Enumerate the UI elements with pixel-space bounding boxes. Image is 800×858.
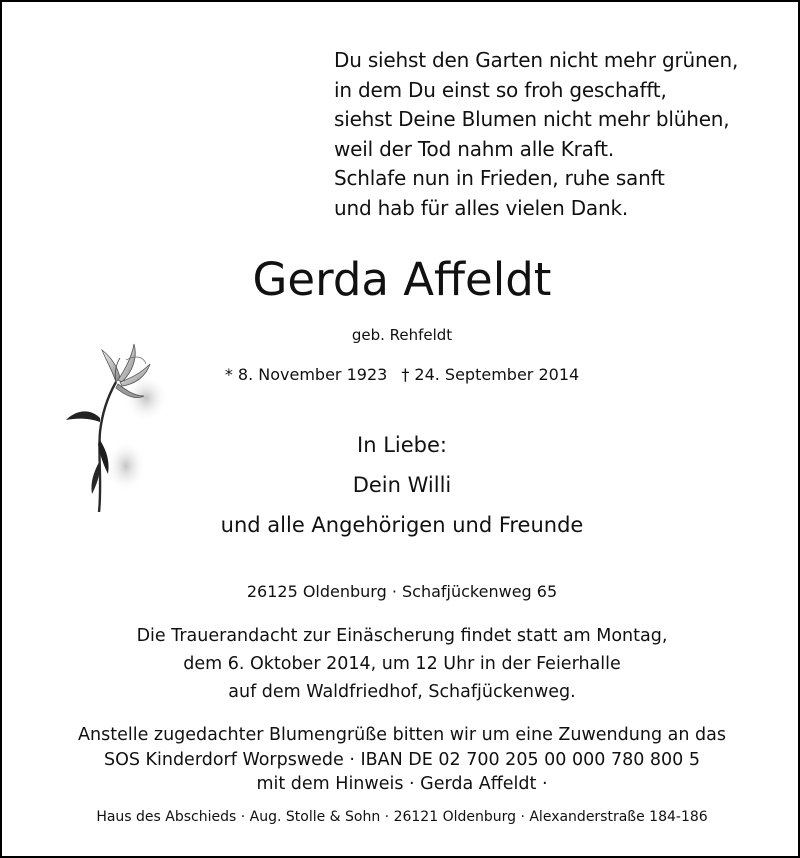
poem-line: in dem Du einst so froh geschafft, (334, 77, 667, 102)
funeral-service-info (2, 622, 800, 706)
mourners-line: In Liebe: (357, 433, 447, 457)
poem-line: Schlafe nun in Frieden, ruhe sanft (334, 166, 665, 190)
donation-line: SOS Kinderdorf Worpswede · IBAN DE 02 700 205 00 000 780 800 5 (103, 749, 701, 770)
birth-date: * 8. November 1923 (224, 365, 388, 384)
service-line: dem 6. Oktober 2014, um 12 Uhr in der Feierhalle (183, 654, 621, 674)
poem-line: und hab für alles vielen Dank. (334, 195, 629, 220)
donation-line: mit dem Hinweis · Gerda Affeldt · (256, 774, 548, 794)
poem-line: Du siehst den Garten nicht mehr grünen, (334, 48, 739, 72)
maiden-name-text: geb. Rehfeldt (351, 326, 453, 344)
mourners-line: und alle Angehörigen und Freunde (220, 513, 584, 537)
poem-line: weil der Tod nahm alle Kraft. (334, 136, 614, 161)
memorial-poem (334, 46, 774, 223)
mourners-line: Dein Willi (352, 473, 452, 497)
deceased-name: Gerda Affeldt (252, 253, 552, 306)
service-line: Die Trauerandacht zur Einäscherung findet statt am Montag, (136, 626, 668, 646)
donation-line: Anstelle zugedachter Blumengrüße bitten wir um eine Zuwendung an das (78, 725, 726, 745)
death-date: † 24. September 2014 (401, 365, 580, 384)
donation-request (2, 723, 800, 797)
poem-line: siehst Deine Blumen nicht mehr blühen, (334, 107, 730, 131)
funeral-home-footer: Haus des Abschieds · Aug. Stolle & Sohn · 26121 Oldenburg · Alexanderstraße 184-186 (96, 809, 708, 825)
service-line: auf dem Waldfriedhof, Schafjückenweg. (228, 682, 576, 702)
mourners (2, 425, 800, 545)
family-address: 26125 Oldenburg · Schafjückenweg 65 (246, 582, 558, 601)
